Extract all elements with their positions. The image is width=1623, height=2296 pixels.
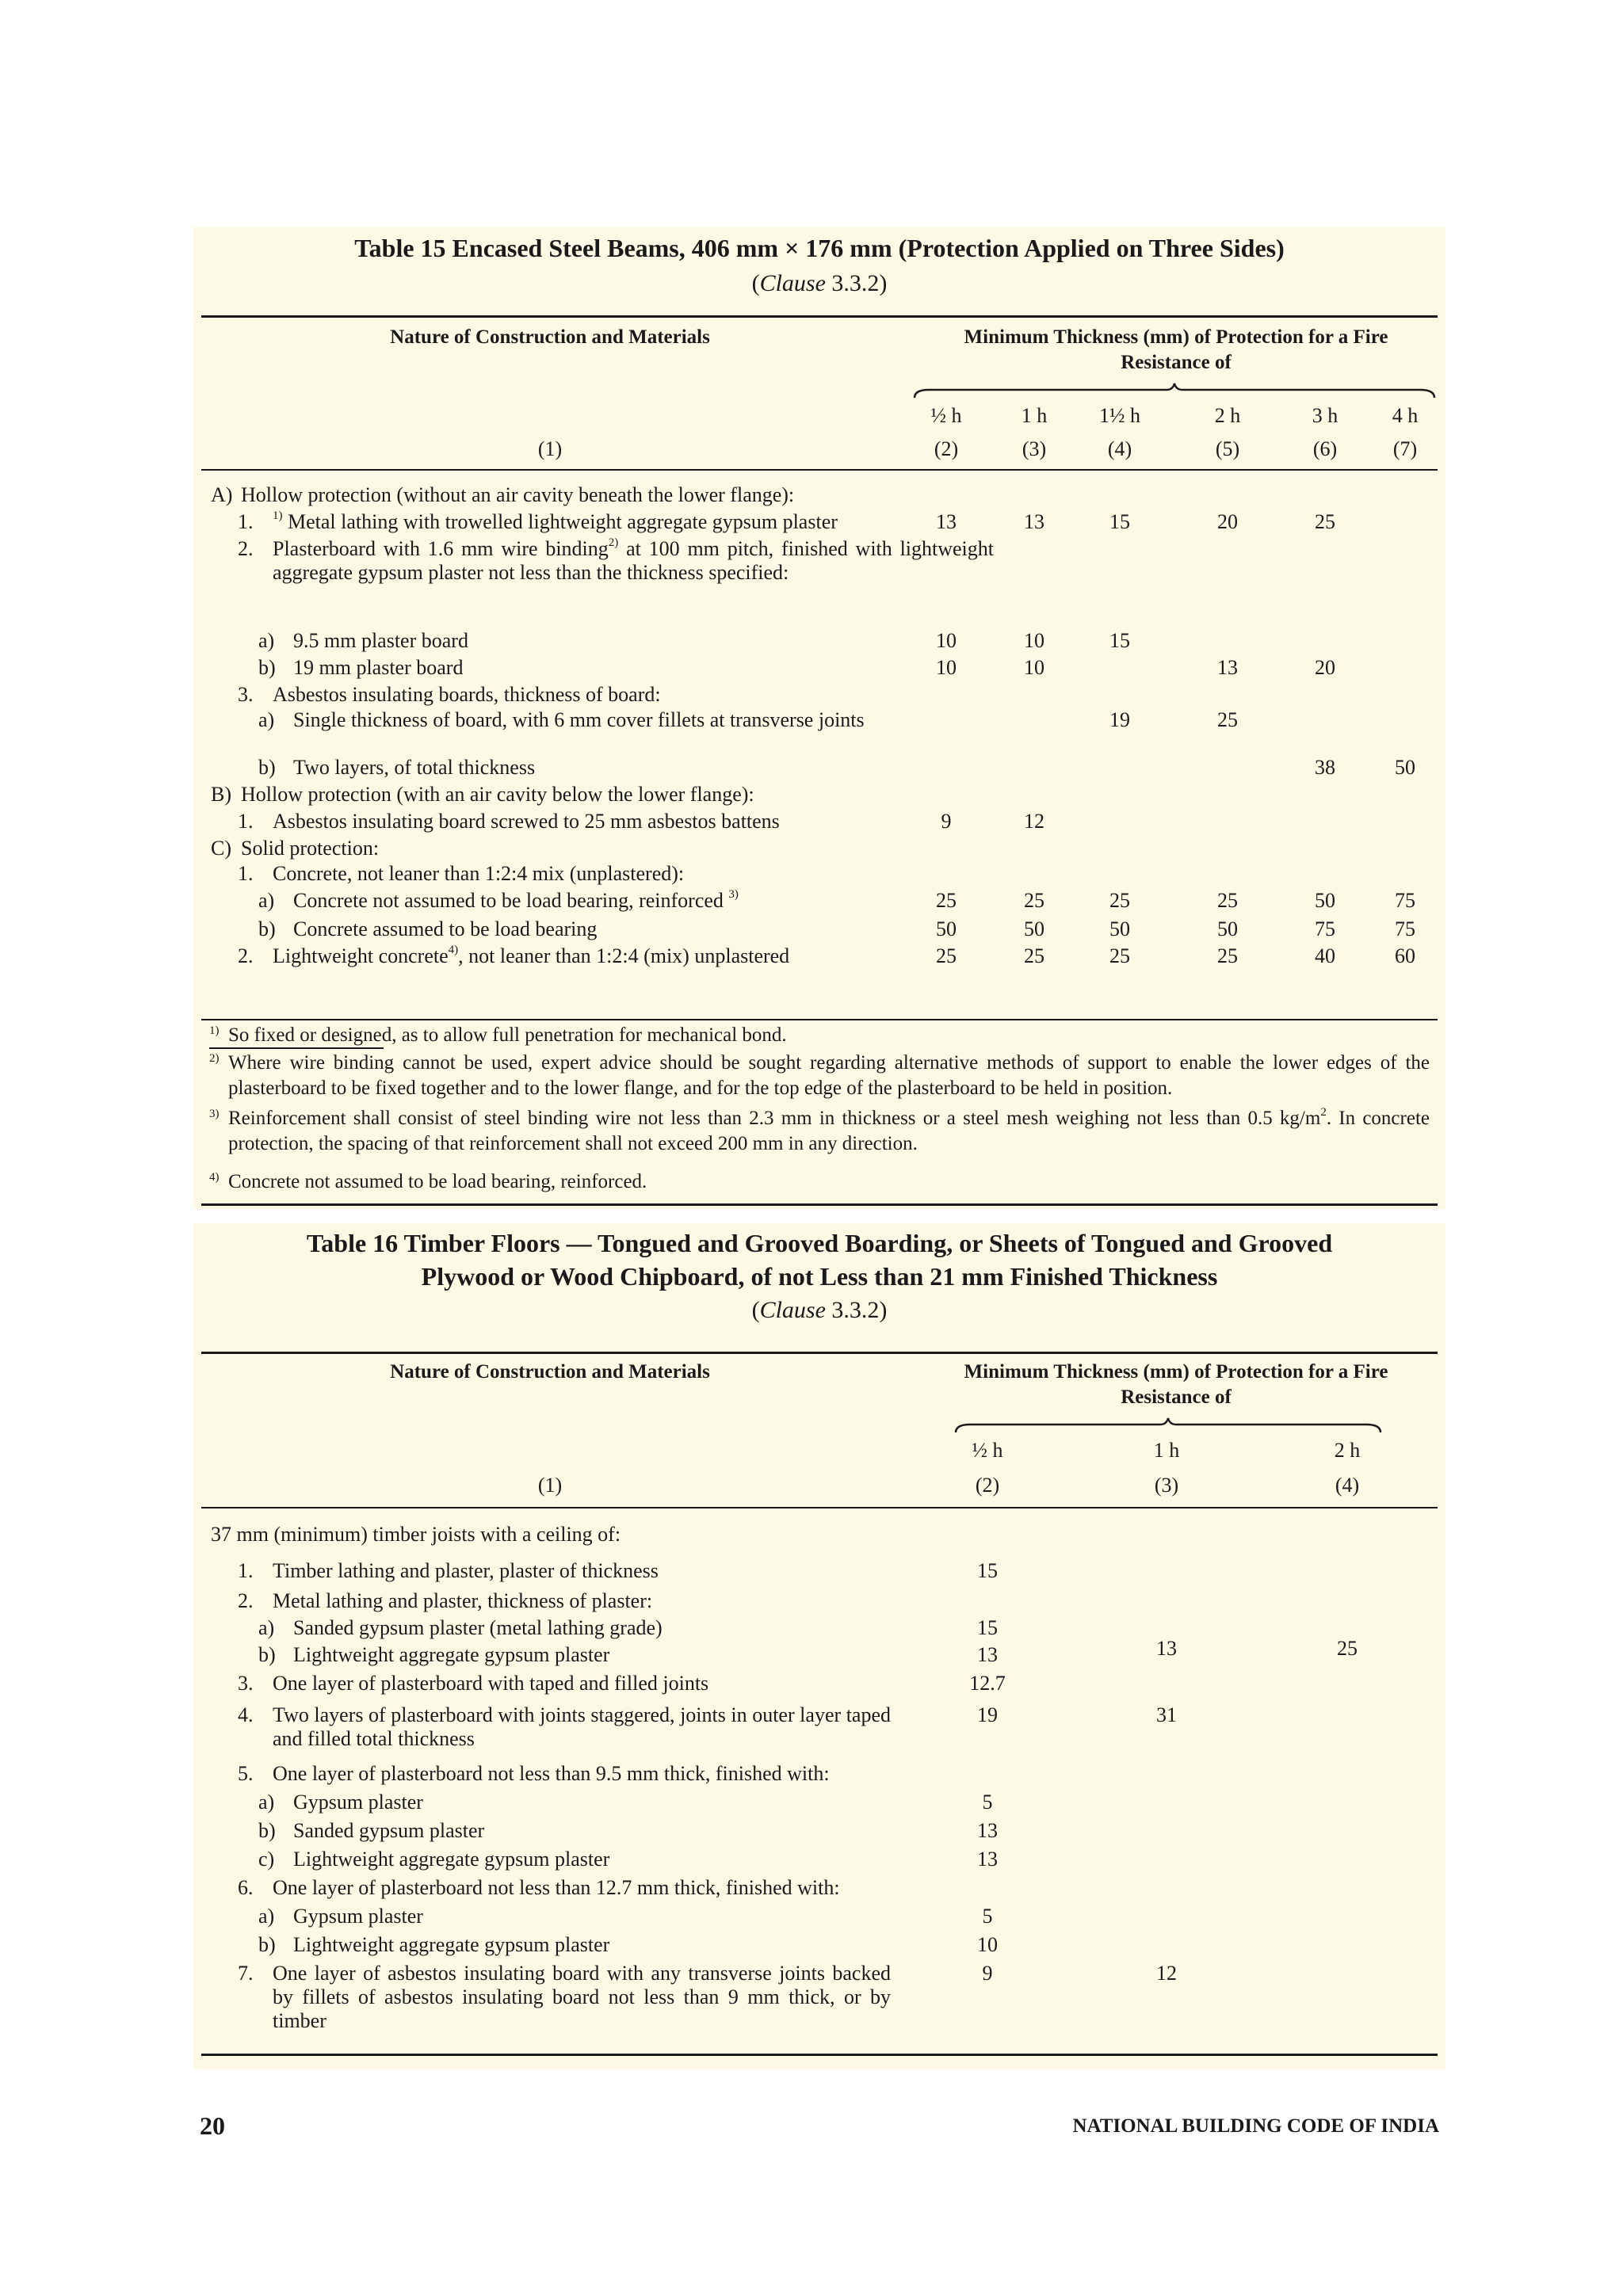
footnote-text-cont: . In concrete protection, the spacing of that reinforcement shall not exceed 200 mm in any direction.: [228, 1108, 1430, 1154]
row-label: b): [258, 917, 276, 940]
row-label: 2.: [238, 1589, 254, 1612]
row-label: C): [211, 837, 231, 860]
row-label: c): [258, 1848, 275, 1871]
row-text: [273, 944, 789, 968]
t16-row: [193, 1672, 1445, 1699]
publication-name: NATIONAL BUILDING CODE OF INDIA: [1072, 2115, 1439, 2137]
row-label: a): [258, 1616, 275, 1639]
row-text-main: Lightweight concrete: [273, 944, 449, 967]
value-cell: 13: [977, 1848, 998, 1871]
value-cell: 20: [1315, 656, 1335, 679]
t16-column-number: (2): [975, 1474, 1000, 1497]
row-text-main: Plasterboard with 1.6 mm wire binding: [273, 537, 609, 560]
value-cell: 10: [1024, 629, 1044, 652]
t15-duration-header: 2 h: [1214, 404, 1241, 427]
row-label: 5.: [238, 1762, 254, 1785]
row-text: [273, 537, 994, 585]
row-label: 1.: [238, 510, 254, 533]
row-text: [293, 656, 463, 680]
table-15-panel: [193, 227, 1445, 1209]
t16-duration-header: ½ h: [972, 1439, 1003, 1462]
row-text-main: Concrete, not leaner than 1:2:4 mix (unplastered):: [273, 862, 685, 885]
row-label: a): [258, 708, 275, 731]
t15-column-number: (7): [1392, 437, 1418, 460]
row-text: Gypsum plaster: [293, 1791, 423, 1814]
t15-row: [193, 536, 1445, 584]
row-text-cont: at 100 mm pitch, finished with lightweight aggregate gypsum plaster not less than the thickness specified:: [273, 537, 994, 584]
t16-row: [193, 1559, 1445, 1586]
footnote-number: 3): [209, 1108, 220, 1120]
t15-duration-header: 3 h: [1312, 404, 1338, 427]
table-15-top-rule: [201, 315, 1438, 318]
row-text: One layer of plasterboard not less than 9.5 mm thick, finished with:: [273, 1762, 830, 1785]
footnote: [209, 1023, 1430, 1048]
footnote-text: [228, 1169, 1430, 1195]
t16-row: [193, 1848, 1445, 1875]
footnote-number: 1): [209, 1024, 220, 1037]
value-cell: 75: [1395, 889, 1415, 912]
value-cell: 25: [1217, 889, 1238, 912]
row-label: 6.: [238, 1876, 254, 1899]
value-cell: 25: [1337, 1637, 1358, 1660]
value-cell: 25: [1217, 944, 1238, 967]
value-cell: 15: [1109, 510, 1130, 533]
t15-duration-header: 4 h: [1392, 404, 1419, 427]
t16-row: [193, 1616, 1445, 1643]
row-label: 3.: [238, 1672, 254, 1695]
row-text: Two layers of plasterboard with joints staggered, joints in outer layer taped and filled total thickness: [273, 1703, 891, 1750]
footnote: [209, 1051, 1430, 1101]
table-15-clause: (Clause 3.3.2): [751, 270, 888, 296]
t16-row: [193, 1962, 1445, 2032]
value-cell: 25: [1109, 889, 1130, 912]
t15-row: [193, 862, 1445, 889]
value-cell: 50: [1024, 917, 1044, 940]
t15-duration-header: 1½ h: [1099, 404, 1140, 427]
value-cell: 50: [1395, 756, 1415, 779]
row-label: 1.: [238, 810, 254, 833]
row-text-main: Concrete not assumed to be load bearing, reinforced: [293, 889, 729, 912]
table-16-col-header-left: Nature of Construction and Materials: [390, 1361, 710, 1383]
value-cell: 10: [936, 656, 957, 679]
table-16-intro-row: [193, 1523, 1445, 1550]
footnote-number: 4): [209, 1171, 220, 1184]
row-text: Lightweight aggregate gypsum plaster: [293, 1643, 610, 1666]
value-cell: 12: [1024, 810, 1044, 833]
table-16-top-rule: [201, 1352, 1438, 1354]
value-cell: 13: [977, 1643, 998, 1666]
row-text: [293, 756, 535, 780]
t15-row: [193, 756, 1445, 783]
t16-column-number: (3): [1154, 1474, 1179, 1497]
row-text: Lightweight aggregate gypsum plaster: [293, 1933, 610, 1956]
row-text-main: Asbestos insulating boards, thickness of board:: [273, 683, 661, 706]
value-cell: 75: [1395, 917, 1415, 940]
footnote-ref: 1): [273, 509, 283, 523]
table-15-body-rule: [201, 1019, 1438, 1020]
row-label: a): [258, 1791, 275, 1814]
footnote-text-main: Concrete not assumed to be load bearing, reinforced.: [228, 1171, 647, 1192]
row-label: 1.: [238, 862, 254, 885]
t15-column-number: (3): [1022, 437, 1047, 460]
t15-row: [193, 810, 1445, 837]
row-text: Lightweight aggregate gypsum plaster: [293, 1848, 610, 1871]
value-cell: 5: [982, 1791, 993, 1814]
value-cell: 25: [936, 944, 957, 967]
row-text: [241, 783, 754, 807]
row-text-main: Hollow protection (without an air cavity beneath the lower flange):: [241, 483, 795, 506]
table-15-bottom-rule: [201, 1203, 1438, 1206]
row-label: 4.: [238, 1703, 254, 1726]
t15-row: [193, 629, 1445, 656]
row-text: Metal lathing and plaster, thickness of plaster:: [273, 1589, 653, 1612]
row-text-main: Metal lathing with trowelled lightweight aggregate gypsum plaster: [288, 510, 838, 533]
footnote: [209, 1169, 1430, 1195]
table-16-intro: 37 mm (minimum) timber joists with a ceiling of:: [211, 1523, 621, 1546]
value-cell: 13: [1156, 1637, 1177, 1660]
row-label: A): [211, 483, 233, 506]
footnote-text-main: So fixed or designed, as to allow full penetration for mechanical bond.: [228, 1024, 787, 1046]
t15-row: [193, 683, 1445, 710]
value-cell: 15: [1109, 629, 1130, 652]
table-15-header-rule: [201, 469, 1438, 471]
row-label: 1.: [238, 1559, 254, 1582]
row-text: Gypsum plaster: [293, 1905, 423, 1928]
value-cell: 10: [1024, 656, 1044, 679]
value-cell: 20: [1217, 510, 1238, 533]
row-label: b): [258, 1643, 276, 1666]
t15-row: [193, 510, 1445, 537]
row-text: Sanded gypsum plaster (metal lathing grade): [293, 1616, 663, 1639]
t15-row: [193, 483, 1445, 510]
row-text: [293, 629, 468, 653]
page-number: 20: [200, 2111, 225, 2140]
table-16-title-line-2: Plywood or Wood Chipboard, of not Less than 21 mm Finished Thickness: [421, 1262, 1218, 1291]
value-cell: 13: [1217, 656, 1238, 679]
table-16-title-line-1: Table 16 Timber Floors — Tongued and Grooved Boarding, or Sheets of Tongued and Grooved: [306, 1229, 1333, 1257]
row-text: One layer of plasterboard with taped and filled joints: [273, 1672, 709, 1695]
row-text: [273, 510, 838, 534]
value-cell: 25: [1024, 944, 1044, 967]
table-15-col-header-right: Minimum Thickness (mm) of Protection for a Fire Resistance of: [964, 326, 1388, 373]
row-text-main: Two layers, of total thickness: [293, 756, 536, 779]
value-cell: 15: [977, 1616, 998, 1639]
row-text: [293, 917, 597, 941]
value-cell: 25: [936, 889, 957, 912]
table-15-header-brace: [913, 382, 1436, 399]
row-text: [241, 837, 379, 860]
value-cell: 75: [1315, 917, 1335, 940]
superscript: 2: [1320, 1105, 1327, 1119]
footnote-text-main: Reinforcement shall consist of steel binding wire not less than 2.3 mm in thickness or a steel mesh weighing not less than 0.5 kg/m: [228, 1108, 1321, 1129]
row-text: [293, 889, 739, 913]
row-label: 3.: [238, 683, 254, 706]
row-text: One layer of asbestos insulating board with any transverse joints backed by fillets of asbestos insulating board not less than 9 mm thick, or by timber: [273, 1962, 891, 2032]
row-label: a): [258, 629, 275, 652]
footnote-ref: 2): [608, 536, 619, 550]
row-text-main: Concrete assumed to be load bearing: [293, 917, 598, 940]
value-cell: 25: [1315, 510, 1335, 533]
row-label: a): [258, 889, 275, 912]
t16-row: [193, 1589, 1445, 1616]
t16-row: [193, 1637, 1445, 1670]
row-text-main: Asbestos insulating board screwed to 25 mm asbestos battens: [273, 810, 780, 833]
row-text: Sanded gypsum plaster: [293, 1819, 485, 1842]
table-15-title: Table 15 Encased Steel Beams, 406 mm × 176 mm (Protection Applied on Three Sides): [354, 234, 1285, 262]
value-cell: 13: [1024, 510, 1044, 533]
table-16-clause: (Clause 3.3.2): [751, 1297, 888, 1323]
t16-duration-header: 2 h: [1334, 1439, 1361, 1462]
value-cell: 50: [1109, 917, 1130, 940]
value-cell: 25: [1109, 944, 1130, 967]
t16-duration-header: 1 h: [1153, 1439, 1180, 1462]
footnote-text: [228, 1051, 1430, 1101]
row-text-main: Solid protection:: [241, 837, 380, 860]
t15-column-number: (2): [934, 437, 959, 460]
row-text: [241, 483, 794, 507]
t15-row: [193, 837, 1445, 864]
row-text: [273, 810, 780, 833]
footnote-ref: 3): [728, 888, 739, 902]
value-cell: 40: [1315, 944, 1335, 967]
t16-row: [193, 1819, 1445, 1846]
row-label: b): [258, 1933, 276, 1956]
table-16-panel: [193, 1223, 1445, 2069]
t15-duration-header: 1 h: [1021, 404, 1048, 427]
value-cell: 13: [936, 510, 957, 533]
t16-row: [193, 1905, 1445, 1932]
row-label: 7.: [238, 1962, 254, 1985]
value-cell: 10: [936, 629, 957, 652]
footnote: [209, 1106, 1430, 1157]
value-cell: 5: [982, 1905, 993, 1928]
t15-row: [193, 783, 1445, 810]
row-text-cont: , not leaner than 1:2:4 (mix) unplastered: [458, 944, 790, 967]
footnote-text: [228, 1106, 1430, 1157]
t15-duration-header: ½ h: [930, 404, 962, 427]
row-text: [273, 683, 661, 707]
footnote-text: [228, 1023, 1430, 1048]
row-text: [273, 862, 684, 886]
value-cell: 19: [977, 1703, 998, 1726]
value-cell: 38: [1315, 756, 1335, 779]
row-text: One layer of plasterboard not less than 12.7 mm thick, finished with:: [273, 1876, 840, 1899]
row-label: 2.: [238, 537, 254, 560]
value-cell: 19: [1109, 708, 1130, 731]
value-cell: 12.7: [969, 1672, 1006, 1695]
table-16-col-header-right: Minimum Thickness (mm) of Protection for a Fire Resistance of: [964, 1361, 1388, 1408]
t16-row: [193, 1762, 1445, 1789]
row-text-main: Single thickness of board, with 6 mm cover fillets at transverse joints: [293, 708, 865, 731]
row-label: b): [258, 1819, 276, 1842]
footnote-text-main: Where wire binding cannot be used, expert advice should be sought regarding alternative methods of support to enable the lower edges of the plasterboard to be fixed together and to the lower flange, and for the top edge of the plasterboard to be held in position.: [228, 1052, 1430, 1099]
table-16-bottom-rule: [201, 2054, 1438, 2056]
row-text: [293, 708, 994, 732]
t16-column-number: (1): [537, 1474, 563, 1497]
t15-column-number: (1): [537, 437, 563, 460]
footnote-number: 2): [209, 1052, 220, 1065]
table-16-header-brace: [954, 1417, 1382, 1434]
value-cell: 25: [1217, 708, 1238, 731]
t15-column-number: (6): [1312, 437, 1338, 460]
value-cell: 25: [1024, 889, 1044, 912]
value-cell: 60: [1395, 944, 1415, 967]
t16-row: [193, 1933, 1445, 1960]
t15-row: [193, 944, 1445, 971]
row-label: a): [258, 1905, 275, 1928]
value-cell: 50: [1217, 917, 1238, 940]
t15-column-number: (5): [1215, 437, 1240, 460]
row-text-main: 19 mm plaster board: [293, 656, 464, 679]
t15-column-number: (4): [1107, 437, 1132, 460]
value-cell: 15: [977, 1559, 998, 1582]
row-text-main: 9.5 mm plaster board: [293, 629, 468, 652]
value-cell: 9: [982, 1962, 993, 1985]
row-label: B): [211, 783, 231, 806]
value-cell: 31: [1156, 1703, 1177, 1726]
table-15-col-header-left: Nature of Construction and Materials: [390, 326, 710, 348]
value-cell: 10: [977, 1933, 998, 1956]
row-label: b): [258, 656, 276, 679]
value-cell: 50: [1315, 889, 1335, 912]
value-cell: 13: [977, 1819, 998, 1842]
row-label: b): [258, 756, 276, 779]
t15-row: [193, 708, 1445, 735]
table-16-header-rule: [201, 1507, 1438, 1508]
footnote-ref: 4): [448, 944, 459, 957]
value-cell: 12: [1156, 1962, 1177, 1985]
row-label: 2.: [238, 944, 254, 967]
row-text-main: Hollow protection (with an air cavity below the lower flange):: [241, 783, 754, 806]
value-cell: 9: [941, 810, 952, 833]
t16-row: [193, 1703, 1445, 1750]
t15-row: [193, 656, 1445, 683]
value-cell: 50: [936, 917, 957, 940]
row-text: Timber lathing and plaster, plaster of thickness: [273, 1559, 659, 1582]
t16-column-number: (4): [1335, 1474, 1360, 1497]
t15-row: [193, 889, 1445, 916]
t16-row: [193, 1791, 1445, 1817]
t15-row: [193, 917, 1445, 944]
t16-row: [193, 1876, 1445, 1903]
